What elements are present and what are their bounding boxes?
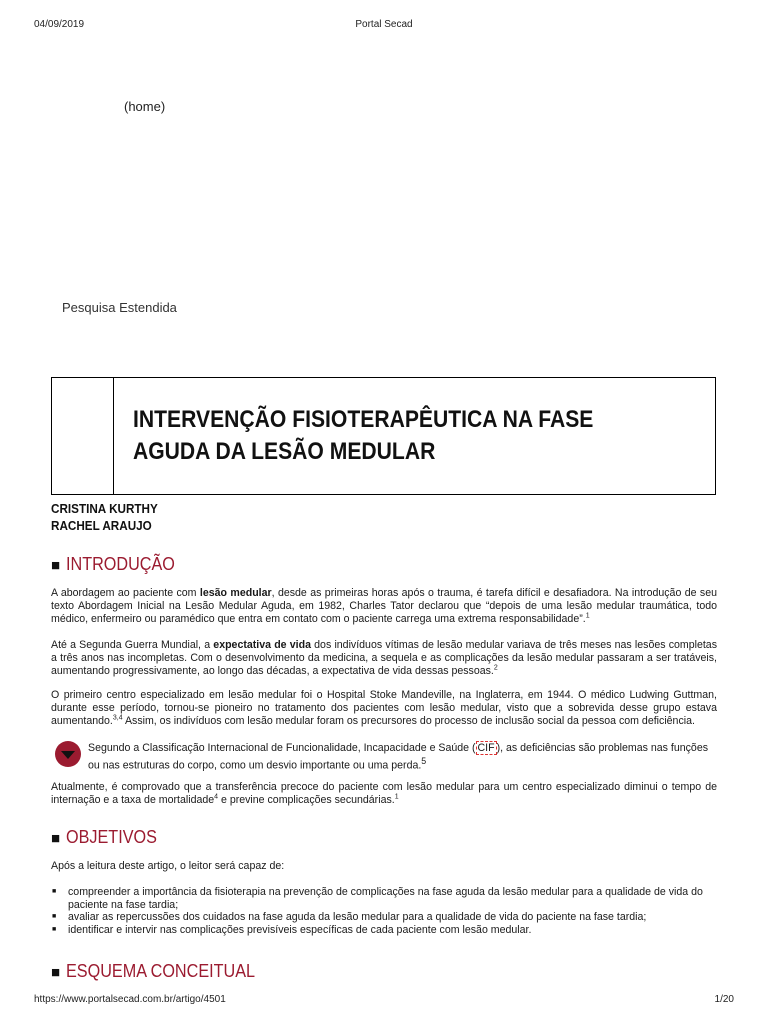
section-heading-esquema [51,961,276,982]
list-item: ■ identificar e intervir nas complicações previsíveis específicas de cada paciente com lesão medular. [51,924,717,937]
reference-sup: 1 [394,793,399,801]
section-heading-objetivos [51,827,167,848]
square-bullet-icon: ■ [51,557,61,574]
text-run: O primeiro centro especializado em lesão medular foi o Hospital Stoke Mandeville, na Inglaterra, em 1944. O médico Ludwing Guttman, durante esse período, tornou-se pioneiro no tratamento dos pacientes com lesão medular, visto que a sobrevida desse grupo estava aumentando. [51,689,717,727]
section-title: ESQUEMA CONCEITUAL [66,961,256,981]
article-title [133,404,626,468]
intro-paragraph-1 [51,587,717,626]
text-run: A abordagem ao paciente com [51,587,200,599]
intro-paragraph-3 [51,689,717,728]
reference-sup: 1 [585,612,590,620]
print-page-number: 1/20 [714,994,734,1005]
intro-paragraph-4 [51,781,717,807]
objetivos-lead: Após a leitura deste artigo, o leitor será capaz de: [51,860,285,872]
note-callout [88,742,718,773]
text-run: , desde as primeiras horas após o trauma, é tarefa difícil e desafiadora. Na introdução de seu texto Abordagem Inicial na Lesão Medular Aguda, em 1982, Charles Tator declarou que “depois de uma lesão medular traumática, todo médico, enfermeiro ou paramédico que entra em contato com o paciente carrega uma extrema responsabilidade”. [51,587,717,625]
article-title-box [51,377,716,495]
section-title: INTRODUÇÃO [66,554,175,574]
note-arrow-icon [55,741,81,767]
text-run: Até a Segunda Guerra Mundial, a [51,639,214,651]
intro-paragraph-2 [51,639,717,678]
print-date: 04/09/2019 [34,19,85,30]
list-item: ■ compreender a importância da fisioterapia na prevenção de complicações na fase aguda da lesão medular para a qualidade de vida do paciente na fase tardia; [51,886,717,911]
article-title-line2: AGUDA DA LESÃO MEDULAR [133,438,436,465]
article-title-line1: INTERVENÇÃO FISIOTERAPÊUTICA NA FASE [133,406,594,433]
section-title: OBJETIVOS [66,827,157,847]
text-run: Assim, os indivíduos com lesão medular foram os precursores do processo de inclusão social da pessoa com deficiência. [122,715,695,727]
author-name: CRISTINA KURTHY [51,501,158,516]
title-box-divider [113,378,114,494]
text-run: dos indivíduos vítimas de lesão medular variava de três meses nas lesões completas a três anos nas incompletas. Com o desenvolvimento da medicina, a sequela e as complicações da lesão medular passaram a ser tratáveis, aumentando progressivamente, ao longo das décadas, a expectativa de vida dessas pessoas. [51,639,717,677]
square-bullet-icon: ■ [51,830,61,847]
text-run: Segundo a Classificação Internacional de Funcionalidade, Incapacidade e Saúde ( [88,742,476,754]
list-item: ■ avaliar as repercussões dos cuidados na fase aguda da lesão medular para a qualidade de vida do paciente na fase tardia; [51,911,717,924]
author-name: RACHEL ARAUJO [51,518,152,533]
objetivos-list [51,886,717,936]
reference-sup: 2 [493,664,498,672]
text-run: ), as deficiências são problemas nas funções ou nas estruturas do corpo, como um desvio importante ou uma perda. [88,742,709,772]
extended-search-link[interactable]: Pesquisa Estendida [62,300,177,315]
home-link[interactable]: (home) [124,99,166,114]
reference-sup: 5 [421,756,427,766]
bold-term: lesão medular [199,587,272,599]
print-url: https://www.portalsecad.com.br/artigo/4501 [34,994,226,1005]
bold-term: expectativa de vida [213,639,311,651]
print-page-title: Portal Secad [355,19,413,30]
reference-sup: 4 [214,793,219,801]
authors [51,500,158,534]
text-run: e previne complicações secundárias. [218,794,395,806]
cif-highlight[interactable]: CIF [477,742,495,754]
reference-sup: 3,4 [112,714,123,722]
square-bullet-icon: ■ [51,964,61,981]
section-heading-introducao [51,554,187,575]
text-run: Atualmente, é comprovado que a transferência precoce do paciente com lesão medular para um centro especializado diminui o tempo de internação e a taxa de mortalidade [51,781,717,806]
